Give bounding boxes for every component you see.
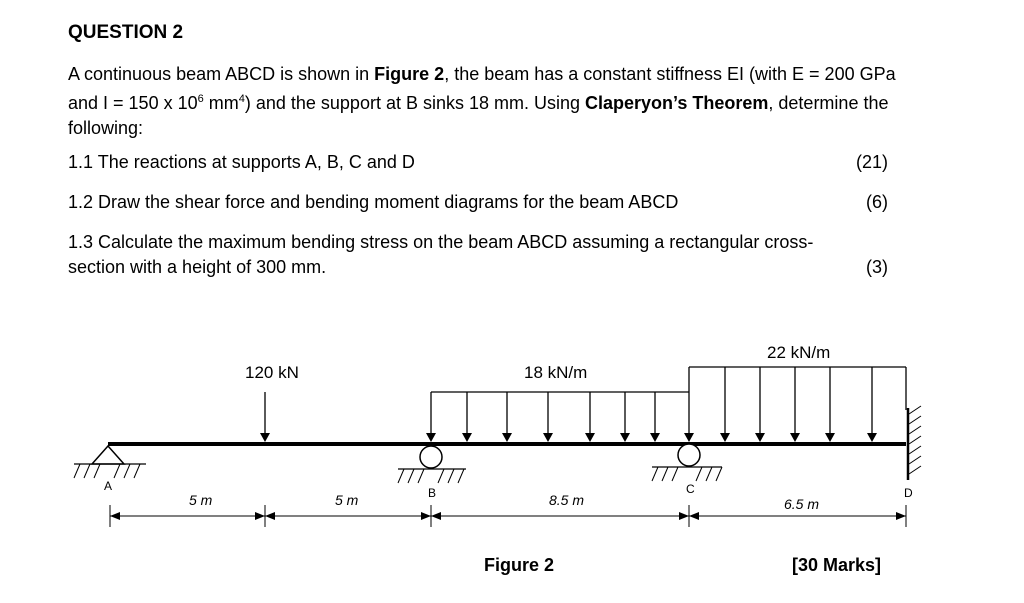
support-label-b: B	[428, 486, 437, 500]
question-intro: A continuous beam ABCD is shown in Figure 2, the beam has a constant stiffness EI (with E = 200 GPa and I = 150 x $10^6$ $mm^4$) and the support at B sinks 18 mm. Using Claperyon’s Theorem, determine the following:	[68, 64, 896, 138]
question-title: QUESTION 2	[68, 22, 184, 43]
span-label-1: 5 m	[189, 492, 213, 508]
point-load-label: 120 kN	[245, 363, 299, 382]
support-label-c: C	[686, 482, 695, 496]
udl-22	[684, 367, 906, 442]
item-1-3: 1.3 Calculate the maximum bending stress on the beam ABCD assuming a rectangular cross-section with a height of 300 mm.	[68, 232, 814, 277]
fixed-support-d	[908, 406, 921, 480]
item-1-1: 1.1 The reactions at supports A, B, C and D	[68, 152, 415, 172]
span-label-3: 8.5 m	[549, 492, 585, 508]
roller-support-b	[398, 446, 466, 483]
udl-18-label: 18 kN/m	[524, 363, 588, 382]
roller-support-c	[652, 444, 722, 481]
item-1-2-marks: (6)	[866, 192, 888, 212]
item-1-3-marks: (3)	[866, 257, 888, 277]
pin-support-a	[74, 446, 146, 478]
item-1-2: 1.2 Draw the shear force and bending moment diagrams for the beam ABCD	[68, 192, 679, 212]
span-label-2: 5 m	[335, 492, 359, 508]
udl-18	[426, 392, 689, 442]
support-label-d: D	[904, 486, 913, 500]
figure-reference: Figure 2	[374, 64, 445, 84]
theorem-name: Claperyon’s Theorem	[585, 93, 769, 113]
support-label-a: A	[104, 479, 113, 493]
figure-caption: Figure 2	[484, 555, 555, 575]
udl-22-label: 22 kN/m	[767, 343, 831, 362]
total-marks: [30 Marks]	[792, 555, 882, 575]
item-1-1-marks: (21)	[855, 152, 888, 172]
span-label-4: 6.5 m	[784, 496, 820, 512]
